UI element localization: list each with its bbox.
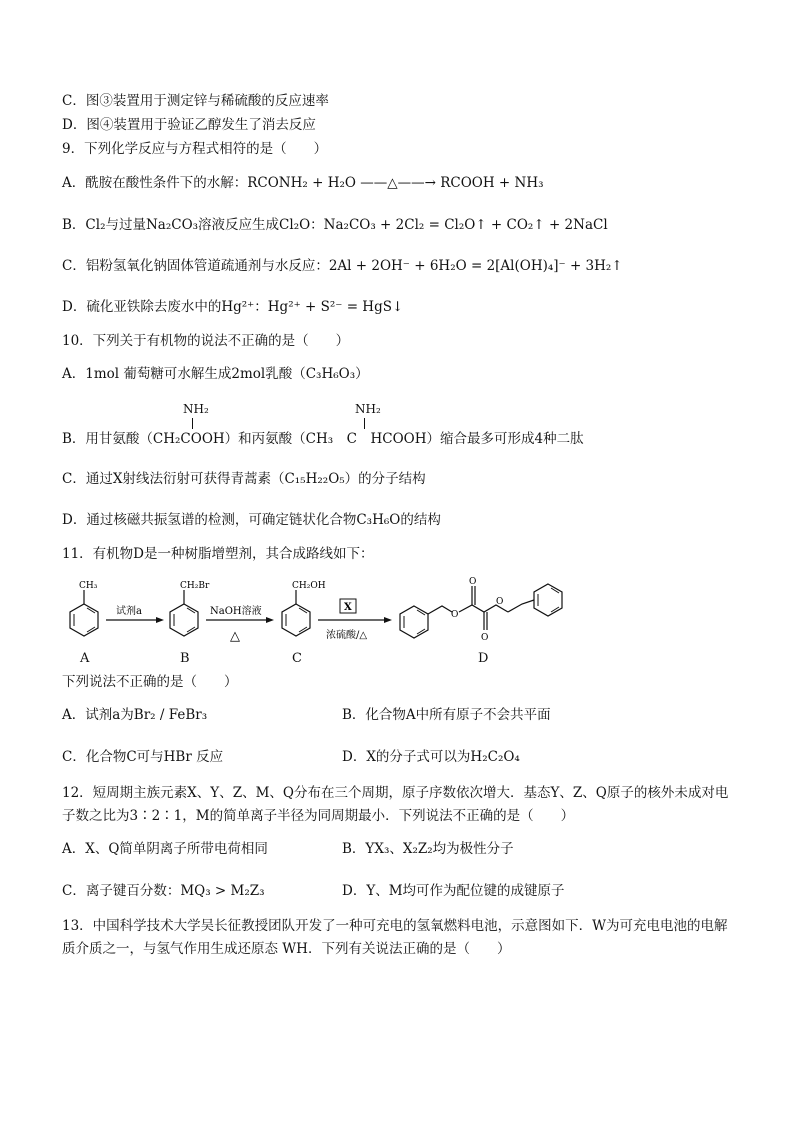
q9-option-b: B．Cl₂与过量Na₂CO₃溶液反应生成Cl₂O：Na₂CO₃ + 2Cl₂ = Cl₂O↑ + CO₂↑ + 2NaCl	[62, 217, 608, 233]
arrow-1-head	[156, 617, 164, 623]
compound-c-ch2oh: CH₂OH	[292, 581, 326, 591]
q11-stem: 11．有机物D是一种树脂增塑剂，其合成路线如下：	[62, 546, 374, 562]
ester-o-2: O	[496, 597, 504, 607]
q12-stem: 12．短周期主族元素X、Y、Z、M、Q分布在三个周期，原子序数依次增大．基态Y、Z、Q原子的核外未成对电子数之比为3∶2∶1，M的简单离子半径为同周期最小．下列说法不正确的是（ ）	[62, 785, 729, 824]
q9-option-a: A．酰胺在酸性条件下的水解：RCONH₂ + H₂O ——△——→ RCOOH + NH₃	[62, 175, 544, 191]
arrow-2-head	[266, 617, 274, 623]
label-compound-c: C	[292, 651, 302, 666]
carbonyl-o-2: O	[481, 633, 489, 643]
reagent-x: X	[344, 602, 352, 613]
q12-option-d: D．Y、M均可作为配位键的成键原子	[342, 883, 565, 899]
q12-option-b: B．YX₃、X₂Z₂均为极性分子	[342, 841, 514, 857]
q11-ask: 下列说法不正确的是（ ）	[62, 674, 238, 690]
q12-option-a: A．X、Q简单阴离子所带电荷相同	[62, 841, 268, 857]
q8-option-c: C．图③装置用于测定锌与稀硫酸的反应速率	[62, 93, 329, 109]
q11-option-a: A．试剂a为Br₂ / FeBr₃	[62, 707, 208, 723]
carbonyl-o-1: O	[469, 577, 477, 587]
reagent-naoh: NaOH溶液	[210, 606, 262, 617]
q10-option-b: B．用甘氨酸（CH₂COOH）和丙氨酸（CH₃ C HCOOH）缩合最多可形成4种二肽	[62, 431, 584, 447]
compound-b-ch2br: CH₂Br	[180, 581, 210, 591]
q11-option-b: B．化合物A中所有原子不会共平面	[342, 707, 551, 723]
compound-c-structure	[282, 581, 326, 636]
alanine-nh2-label: NH₂	[355, 402, 381, 416]
q11-option-c: C．化合物C可与HBr 反应	[62, 749, 224, 765]
heat-symbol-1: △	[230, 629, 240, 644]
compound-b-structure	[170, 581, 210, 636]
q9-option-c: C．铝粉氢氧化钠固体管道疏通剂与水反应：2Al + 2OH⁻ + 6H₂O = 2[Al(OH)₄]⁻ + 3H₂↑	[62, 258, 623, 274]
q10-option-c: C．通过X射线法衍射可获得青蒿素（C₁₅H₂₂O₅）的分子结构	[62, 471, 426, 487]
glycine-bond	[192, 418, 193, 429]
alanine-bond	[364, 418, 365, 429]
label-compound-a: A	[80, 651, 90, 666]
q9-option-d: D．硫化亚铁除去废水中的Hg²⁺：Hg²⁺ + S²⁻ = HgS↓	[62, 299, 404, 315]
q10-stem: 10．下列关于有机物的说法不正确的是（ ）	[62, 333, 350, 349]
compound-d-structure	[400, 577, 562, 643]
synthesis-scheme	[60, 572, 620, 672]
arrow-3-head	[384, 617, 392, 623]
label-compound-b: B	[180, 651, 190, 666]
ester-o-1: O	[451, 610, 459, 620]
q9-stem: 9．下列化学反应与方程式相符的是（ ）	[62, 141, 328, 157]
q13-stem: 13．中国科学技术大学吴长征教授团队开发了一种可充电的氢氧燃料电池，示意图如下．W为可充电电池的电解质介质之一，与氢气作用生成还原态 WH．下列有关说法正确的是（ ）	[62, 918, 728, 957]
compound-a-structure	[70, 581, 98, 636]
label-compound-d: D	[478, 651, 489, 666]
reagent-acid: 浓硫酸/△	[326, 630, 368, 641]
q12-option-c: C．离子键百分数：MQ₃ > M₂Z₃	[62, 883, 265, 899]
q10-option-a: A．1mol 葡萄糖可水解生成2mol乳酸（C₃H₆O₃）	[62, 366, 369, 382]
reagent-a: 试剂a	[116, 606, 142, 617]
q8-option-d: D．图④装置用于验证乙醇发生了消去反应	[62, 117, 316, 133]
q11-option-d: D．X的分子式可以为H₂C₂O₄	[342, 749, 520, 765]
glycine-nh2-label: NH₂	[183, 402, 209, 416]
q10-option-d: D．通过核磁共振氢谱的检测，可确定链状化合物C₃H₆O的结构	[62, 512, 441, 528]
compound-a-ch3: CH₃	[79, 581, 98, 591]
